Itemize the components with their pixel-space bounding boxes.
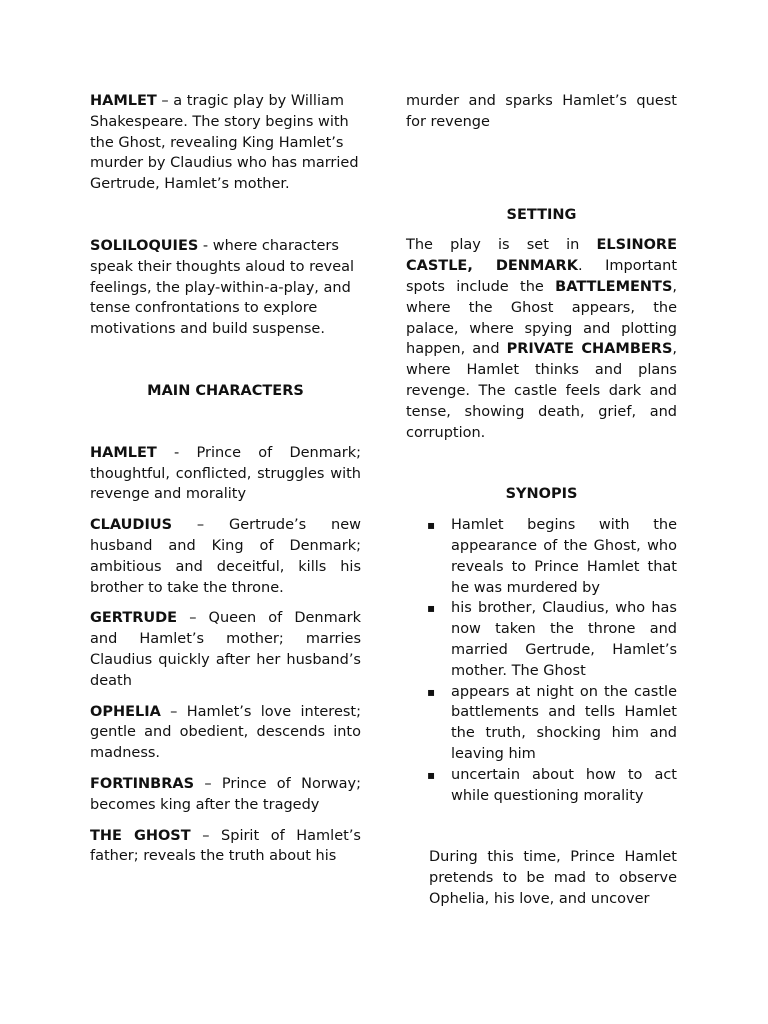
synopsis-item-text: Hamlet begins with the appearance of the Ghost, who reveals to Prince Hamlet that he was murdered by <box>451 517 677 596</box>
setting-location: BATTLEMENTS <box>555 278 673 295</box>
setting-location: PRIVATE CHAMBERS <box>506 341 673 358</box>
setting-paragraph <box>406 235 677 443</box>
square-bullet-icon: ▪ <box>427 684 436 699</box>
soliloquies-paragraph <box>90 236 361 340</box>
square-bullet-icon: ▪ <box>427 518 436 533</box>
character-claudius <box>90 515 361 598</box>
soliloquies-text: - where characters speak their thoughts aloud to reveal feelings, the play-within-a-play, and tense confrontations to explore motivations and build suspense. <box>90 237 355 338</box>
setting-location: ELSINORE CASTLE, DENMARK <box>406 237 677 275</box>
right-column <box>406 91 677 910</box>
character-desc: – Queen of Denmark and Hamlet’s mother; marries Claudius quickly after her husband’s death <box>90 610 361 689</box>
character-fortinbras <box>90 774 361 816</box>
character-name: HAMLET <box>90 444 157 461</box>
setting-text: . Important spots include the <box>406 258 678 295</box>
square-bullet-icon: ▪ <box>427 767 436 782</box>
synopsis-item-text: uncertain about how to act while questioning morality <box>451 766 677 804</box>
list-item <box>427 515 677 598</box>
character-name: THE GHOST <box>90 827 191 844</box>
synopsis-heading: SYNOPIS <box>505 486 578 503</box>
character-ghost <box>90 826 361 868</box>
setting-text: , where the Ghost appears, the palace, where spying and plotting happen, and <box>406 278 677 358</box>
setting-heading: SETTING <box>506 206 577 223</box>
synopsis-list <box>406 515 677 806</box>
character-desc: – Gertrude’s new husband and King of Denmark; ambitious and deceitful, kills his brother to take the throne. <box>90 517 361 596</box>
intro-paragraph <box>90 91 361 195</box>
list-item <box>427 682 677 765</box>
character-ophelia <box>90 702 361 764</box>
square-bullet-icon: ▪ <box>427 601 436 616</box>
main-characters-heading: MAIN CHARACTERS <box>147 382 304 399</box>
character-desc: - Prince of Denmark; thoughtful, conflicted, struggles with revenge and morality <box>90 444 361 503</box>
character-name: FORTINBRAS <box>90 775 195 792</box>
character-desc: – Prince of Norway; becomes king after the tragedy <box>90 775 361 813</box>
character-name: GERTRUDE <box>90 610 178 627</box>
setting-text: The play is set in <box>406 237 597 254</box>
left-column <box>90 91 361 867</box>
list-item <box>427 765 677 807</box>
character-desc: – Hamlet’s love interest; gentle and obedient, descends into madness. <box>90 703 361 762</box>
intro-text: – a tragic play by William Shakespeare. The story begins with the Ghost, revealing King Hamlet’s murder by Claudius who has married Gertrude, Hamlet’s mother. <box>90 93 359 193</box>
synopsis-item-text: his brother, Claudius, who has now taken the throne and married Gertrude, Hamlet’s mother. The Ghost <box>451 600 677 679</box>
ghost-continuation: murder and sparks Hamlet’s quest for revenge <box>406 93 677 130</box>
soliloquies-term: SOLILOQUIES <box>90 237 199 254</box>
character-name: OPHELIA <box>90 703 161 720</box>
character-gertrude <box>90 608 361 691</box>
character-desc: – Spirit of Hamlet’s father; reveals the truth about his <box>90 827 361 865</box>
synopsis-item-text: appears at night on the castle battlements and tells Hamlet the truth, shocking him and leaving him <box>451 683 677 762</box>
character-hamlet <box>90 443 361 505</box>
closing-paragraph: During this time, Prince Hamlet pretends to be mad to observe Ophelia, his love, and uncover <box>429 849 677 907</box>
list-item <box>427 598 677 681</box>
setting-text: , where Hamlet thinks and plans revenge. The castle feels dark and tense, showing death, grief, and corruption. <box>406 341 678 441</box>
intro-term: HAMLET <box>90 93 157 109</box>
character-name: CLAUDIUS <box>90 517 173 534</box>
